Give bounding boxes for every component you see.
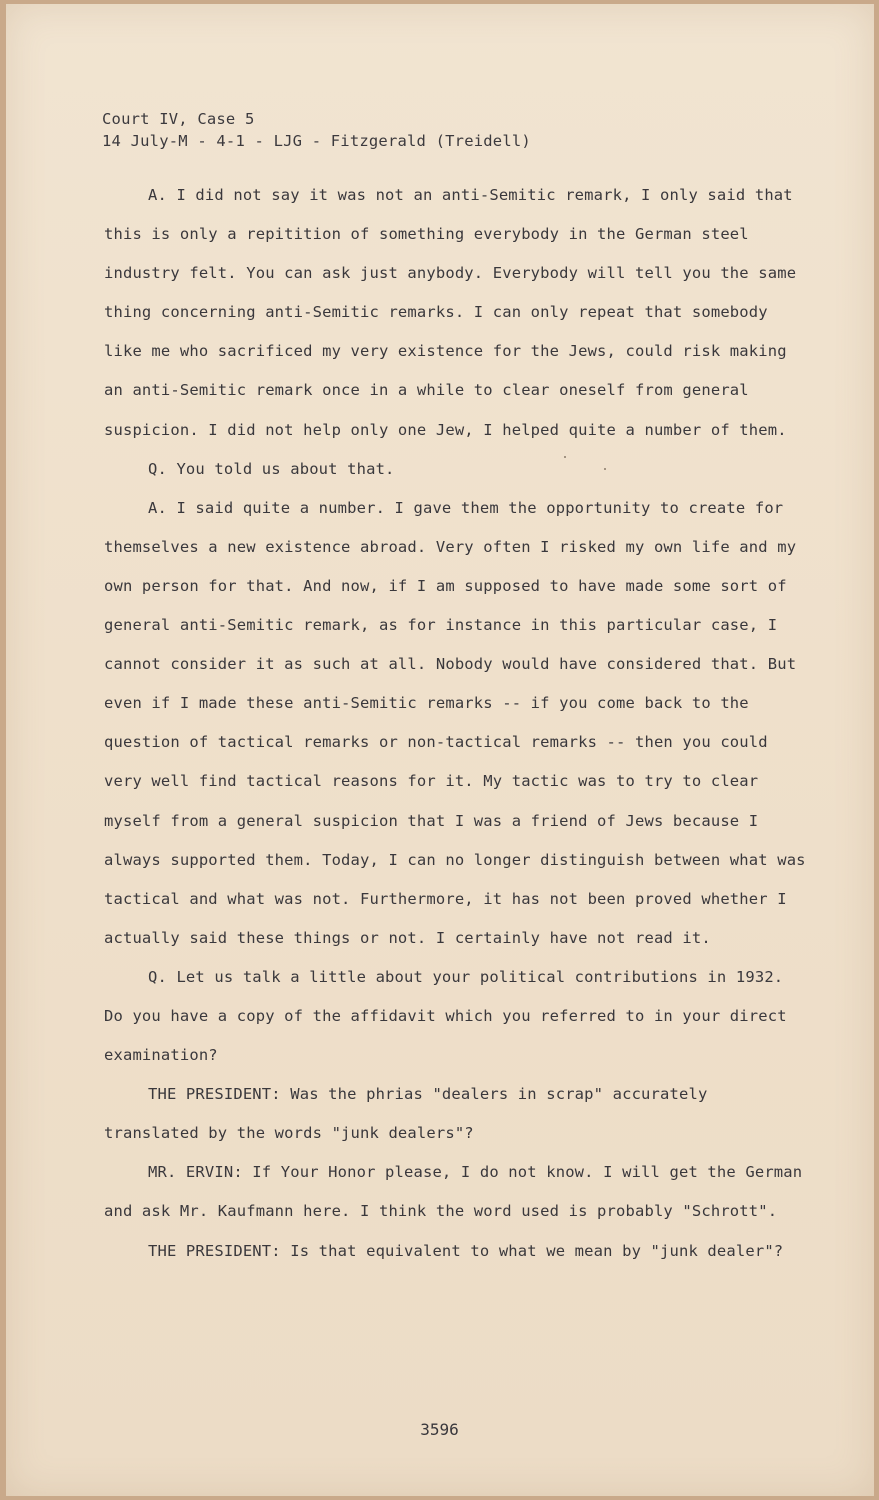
header-session-info: 14 July-M - 4-1 - LJG - Fitzgerald (Treidell) bbox=[102, 132, 531, 150]
header-court-case: Court IV, Case 5 bbox=[102, 110, 255, 128]
transcript-body bbox=[104, 176, 809, 1271]
transcript-paragraph: A. I said quite a number. I gave them the opportunity to create for themselves a new existence abroad. Very often I risked my own life and my own person for that. And now, if I am supposed to have made some sort of general anti-Semitic remark, as for instance in this particular case, I cannot consider it as such at all. Nobody would have considered that. But even if I made these anti-Semitic remarks -- if you come back to the question of tactical remarks or non-tactical remarks -- then you could very well find tactical reasons for it. My tactic was to try to clear myself from a general suspicion that I was a friend of Jews because I always supported them. Today, I can no longer distinguish between what was tactical and what was not. Furthermore, it has not been proved whether I actually said these things or not. I certainly have not read it. bbox=[104, 498, 806, 947]
transcript-paragraph: A. I did not say it was not an anti-Semitic remark, I only said that this is only a repitition of something everybody in the German steel industry felt. You can ask just anybody. Everybody will tell you the same thing concerning anti-Semitic remarks. I can only repeat that somebody like me who sacrificed my very existence for the Jews, could risk making an anti-Semitic remark once in a while to clear oneself from general suspicion. I did not help only one Jew, I helped quite a number of them. bbox=[104, 186, 797, 439]
paper-speck bbox=[564, 456, 566, 458]
page-number: 3596 bbox=[420, 1420, 459, 1439]
transcript-paragraph: THE PRESIDENT: Was the phrias "dealers in scrap" accurately translated by the words "junk dealers"? bbox=[104, 1085, 708, 1143]
transcript-paragraph: Q. You told us about that. bbox=[148, 459, 395, 478]
paper-speck bbox=[604, 468, 606, 470]
document-header bbox=[102, 108, 531, 152]
transcript-paragraph: Q. Let us talk a little about your political contributions in 1932. Do you have a copy of the affidavit which you referred to in your direct examination? bbox=[104, 967, 787, 1065]
transcript-paragraph: MR. ERVIN: If Your Honor please, I do not know. I will get the German and ask Mr. Kaufmann here. I think the word used is probably "Schrott". bbox=[104, 1163, 803, 1221]
document-page bbox=[6, 4, 874, 1496]
transcript-paragraph: THE PRESIDENT: Is that equivalent to what we mean by "junk dealer"? bbox=[148, 1241, 784, 1260]
